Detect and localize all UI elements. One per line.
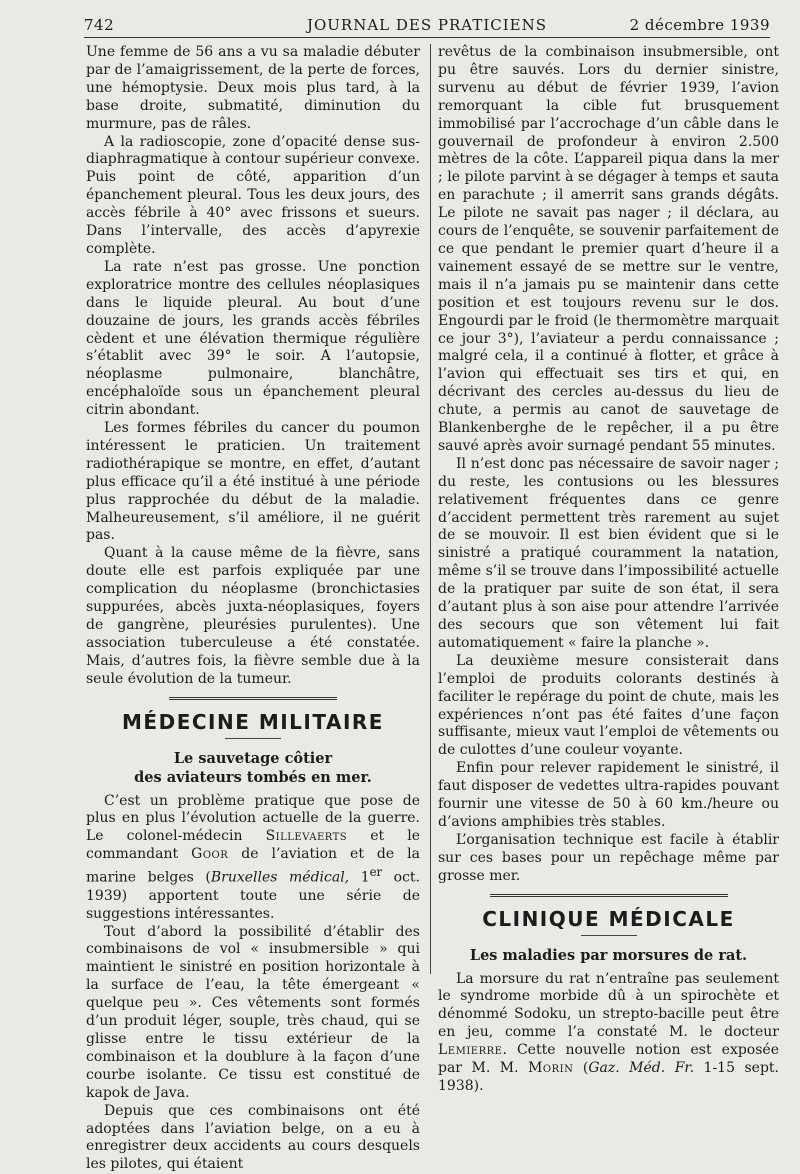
text-run: 1 — [349, 869, 370, 886]
article-title — [86, 749, 420, 787]
title-rule — [581, 935, 637, 936]
section-separator — [169, 697, 337, 700]
right-column — [438, 44, 779, 1096]
article-title-line1: Le sauvetage côtier — [173, 749, 333, 767]
journal-title: JOURNAL DES PRATICIENS — [306, 16, 548, 34]
text-run: de l’aviation et de la marine belges ( — [86, 846, 420, 886]
paragraph: Une femme de 56 ans a vu sa maladie débuter par de l’amaigrissement, de la perte de forces, une hémoptysie. Deux mois plus tard, à la base droite, submatité, diminution du murmure, pas de râles. — [86, 44, 420, 132]
column-divider — [430, 44, 431, 974]
superscript: er — [369, 865, 383, 880]
text-run: 1-15 sept. 1938). — [438, 1060, 779, 1094]
paragraph — [438, 971, 779, 1096]
author-name: Sillevaerts — [265, 828, 348, 845]
paragraph: L’organisation technique est facile à établir sur ces bases pour un repêchage même par grosse mer. — [438, 831, 779, 884]
text-run: ( — [573, 1060, 589, 1077]
title-rule — [225, 738, 281, 739]
text-run: oct. 1939) apportent toute une série de suggestions intéressantes. — [86, 869, 421, 922]
paragraph: Enfin pour relever rapidement le sinistré, il faut disposer de vedettes ultra-rapides pouvant fournir une vitesse de 50 à 60 km./heure ou d’avions amphibies très stables. — [438, 760, 779, 830]
paragraph: A la radioscopie, zone d’opacité dense sus-diaphragmatique à contour supérieur convexe. Puis point de côté, apparition d’un épanchement pleural. Tous les deux jours, des accès fébrile à 40° avec frissons et sueurs. Dans l’intervalle, des accès d’apyrexie complète. — [86, 133, 420, 257]
text-run: La morsure du rat n’entraîne pas seulement le syndrome morbide dû à un spirochète et dénommé Sodoku, un strepto-bacille peut être en jeu, comme l’a constaté M. le docteur — [438, 970, 779, 1041]
paragraph: Tout d’abord la possibilité d’établir des combinaisons de vol « insubmersible » qui maintient le sinistré en position horizontale à la surface de l’eau, la tête émergeant « quelque peu ». Ces vêtements sont formés d’un produit léger, souple, très chaud, qui se glisse entre le tissu extérieur de la combinaison et la doublure à la façon d’une courbe isolante. Ce tissu est constitué de kapok de Java. — [86, 923, 420, 1101]
page-number: 742 — [84, 16, 115, 34]
text-run: C’est un problème pratique que pose de plus en plus l’évolution actuelle de la guerre. Le colonel-médecin — [86, 792, 420, 845]
running-header — [84, 12, 770, 36]
author-name: Lemierre — [438, 1042, 503, 1059]
article-title-line2: des aviateurs tombés en mer. — [134, 768, 372, 786]
article-title: Les maladies par morsures de rat. — [469, 946, 748, 964]
issue-date: 2 décembre 1939 — [629, 16, 770, 34]
section-title-clinique-medicale: CLINIQUE MÉDICALE — [482, 906, 735, 931]
section-title-medecine-militaire: MÉDECINE MILITAIRE — [122, 709, 384, 734]
text-run: et le commandant — [86, 828, 421, 863]
header-rule — [84, 37, 770, 38]
paragraph: Quant à la cause même de la fièvre, sans doute elle est parfois expliquée par une complication du néoplasme (bronchictasies suppurées, abcès juxta-néoplasiques, foyers de gangrène, pleurésies purulentes). Une association tuberculeuse a été constatée. Mais, d’autres fois, la fièvre semble due à la seule évolution de la tumeur. — [86, 545, 420, 687]
paragraph: La deuxième mesure consisterait dans l’emploi de produits colorants destinés à faciliter le repérage du point de chute, mais les expériences n’ont pas été faites d’une façon suffisante, mieux vaut l’emploi de vêtements ou de culottes d’une couleur voyante. — [438, 652, 779, 759]
author-name: Goor — [191, 846, 229, 863]
paragraph: Les formes fébriles du cancer du poumon intéressent le praticien. Un traitement radiothérapique se montre, en effet, d’autant plus efficace qu’il a été institué à une période plus rapprochée du début de la maladie. Malheureusement, s’il améliore, il ne guérit pas. — [86, 420, 420, 544]
paragraph — [86, 793, 420, 924]
left-column — [86, 44, 420, 1174]
paragraph: Il n’est donc pas nécessaire de savoir nager ; du reste, les contusions ou les blessures relativement fréquentes dans ce genre d’accident permettent très rarement au sujet de se mouvoir. Il est bien évident que si le sinistré a pratiqué couramment la natation, même s’il se trouve dans l’impossibilité actuelle de la pratiquer par suite de son état, il sera d’autant plus à son aise pour attendre l’arrivée des secours que son vêtement lui fait automatiquement « faire la planche ». — [438, 455, 779, 651]
journal-reference: Bruxelles médical, — [210, 869, 350, 886]
paragraph: revêtus de la combinaison insubmersible, ont pu être sauvés. Lors du dernier sinistre, survenu au début de février 1939, l’avion remorquant la cible fut brusquement immobilisé par l’accrochage d’un câble dans le gouvernail de profondeur à environ 2.500 mètres de la côte. L’appareil piqua dans la mer ; le pilote parvint à se dégager à temps et sauta en parachute ; il amerrit sans grands dégâts. Le pilote ne savait pas nager ; il déclara, au cours de l’enquête, se souvenir parfaitement de ce que pendant le premier quart d’heure il a vainement essayé de se mettre sur le ventre, mais il n’a jamais pu se maintenir dans cette position et est toujours revenu sur le dos. Engourdi par le froid (le thermomètre marquait ce jour 3°), l’aviateur a perdu connaissance ; malgré cela, il a continué à flotter, et grâce à l’avion qui effectuait ses tirs et qui, en décrivant des cercles au-dessus du lieu de chute, a permis au canot de sauvetage de Blankenberghe de le repêcher, il a pu être sauvé après avoir surnagé pendant 55 minutes. — [438, 44, 779, 454]
paragraph: Depuis que ces combinaisons ont été adoptées dans l’aviation belge, on a eu à enregistrer deux accidents au cours desquels les pilotes, qui étaient — [86, 1102, 420, 1173]
journal-reference: Gaz. Méd. Fr. — [588, 1060, 695, 1077]
section-separator — [490, 894, 728, 897]
author-name: Morin — [528, 1060, 574, 1077]
paragraph: La rate n’est pas grosse. Une ponction exploratrice montre des cellules néoplasiques dans le liquide pleural. Au bout d’une douzaine de jours, les grands accès fébriles cèdent et une élévation thermique régulière s’établit avec 39° le soir. A l’autopsie, néoplasme pulmonaire, blanchâtre, encéphaloïde sous un épanchement pleural citrin abondant. — [86, 258, 420, 419]
text-run: . Cette nouvelle notion est exposée par M. M. — [438, 1042, 779, 1077]
